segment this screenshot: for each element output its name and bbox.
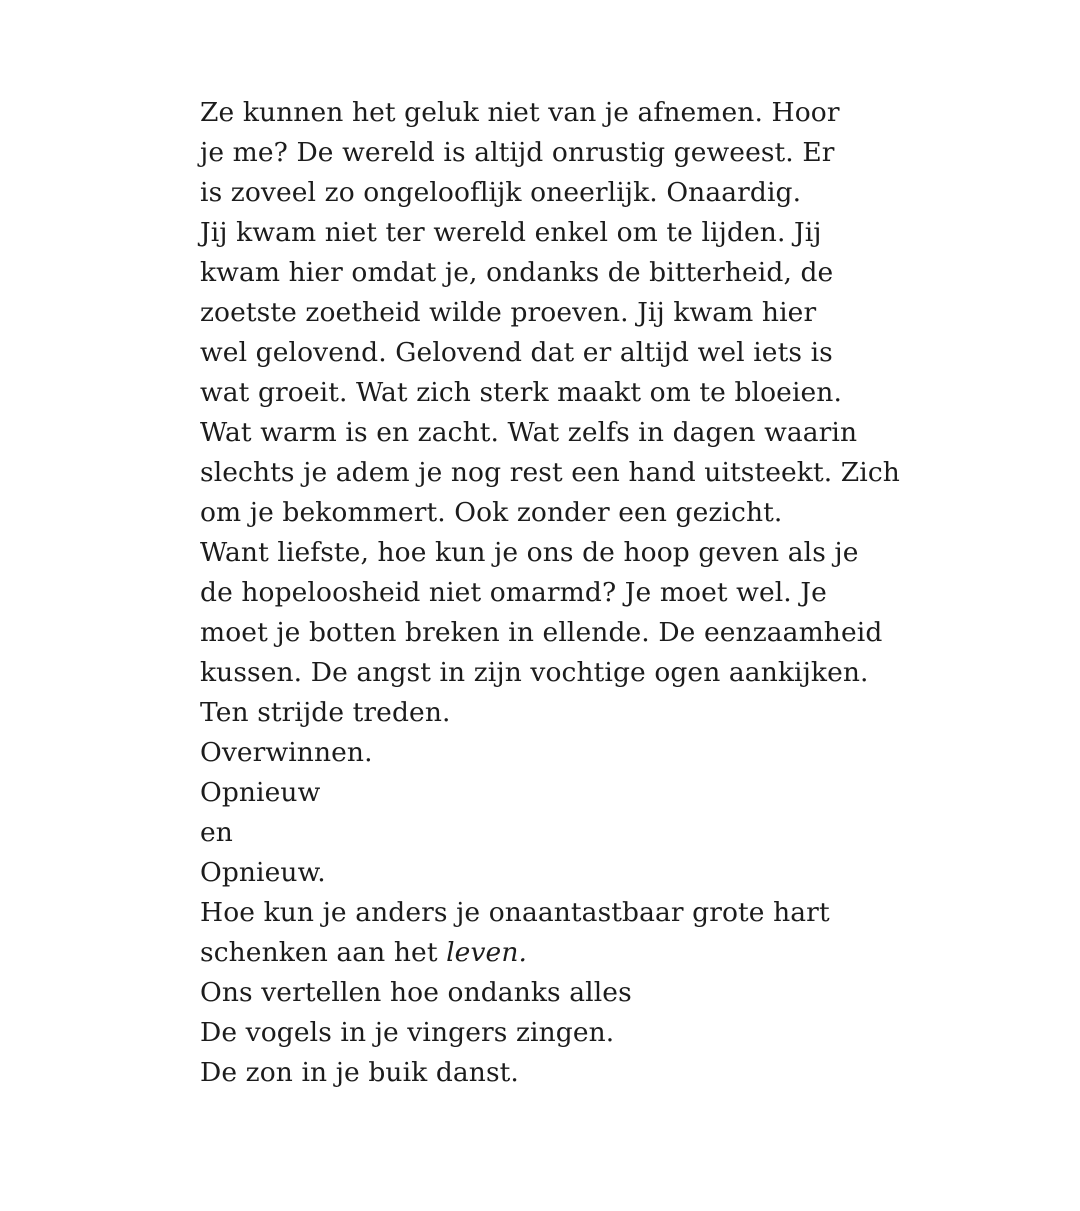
poem-line: en <box>200 817 233 848</box>
poem-line: De vogels in je vingers zingen. <box>200 1017 615 1048</box>
poem-line-italic <box>200 933 900 973</box>
poem-line: Hoe kun je anders je onaantastbaar grote hart <box>200 897 830 928</box>
poem-line: om je bekommert. Ook zonder een gezicht. <box>200 497 783 528</box>
poem-line: Overwinnen. <box>200 737 373 768</box>
poem-line: Ons vertellen hoe ondanks alles <box>200 977 632 1008</box>
poem-line: Opnieuw. <box>200 857 326 888</box>
poem-line-prefix: schenken aan het <box>200 937 447 968</box>
poem-line: wel gelovend. Gelovend dat er altijd wel iets is <box>200 337 833 368</box>
poem-line: slechts je adem je nog rest een hand uitsteekt. Zich <box>200 457 900 488</box>
poem-line: Ze kunnen het geluk niet van je afnemen. Hoor <box>200 97 840 128</box>
poem-line: zoetste zoetheid wilde proeven. Jij kwam hier <box>200 297 817 328</box>
poem-line: wat groeit. Wat zich sterk maakt om te bloeien. <box>200 377 842 408</box>
poem-line: Wat warm is en zacht. Wat zelfs in dagen waarin <box>200 417 858 448</box>
poem-line: de hopeloosheid niet omarmd? Je moet wel. Je <box>200 577 827 608</box>
poem-line: Ten strijde treden. <box>200 697 451 728</box>
poem-line: kussen. De angst in zijn vochtige ogen aankijken. <box>200 657 869 688</box>
poem-line: De zon in je buik danst. <box>200 1057 519 1088</box>
poem-line: is zoveel zo ongelooflijk oneerlijk. Onaardig. <box>200 177 802 208</box>
poem-line: je me? De wereld is altijd onrustig geweest. Er <box>200 137 835 168</box>
poem-line: Jij kwam niet ter wereld enkel om te lijden. Jij <box>200 217 822 248</box>
poem-line: kwam hier omdat je, ondanks de bitterheid, de <box>200 257 834 288</box>
poem-line: Want liefste, hoe kun je ons de hoop geven als je <box>200 537 859 568</box>
poem-line: moet je botten breken in ellende. De eenzaamheid <box>200 617 883 648</box>
poem-line: Opnieuw <box>200 777 321 808</box>
italic-word: leven. <box>446 937 528 968</box>
poem-text <box>200 93 900 1093</box>
